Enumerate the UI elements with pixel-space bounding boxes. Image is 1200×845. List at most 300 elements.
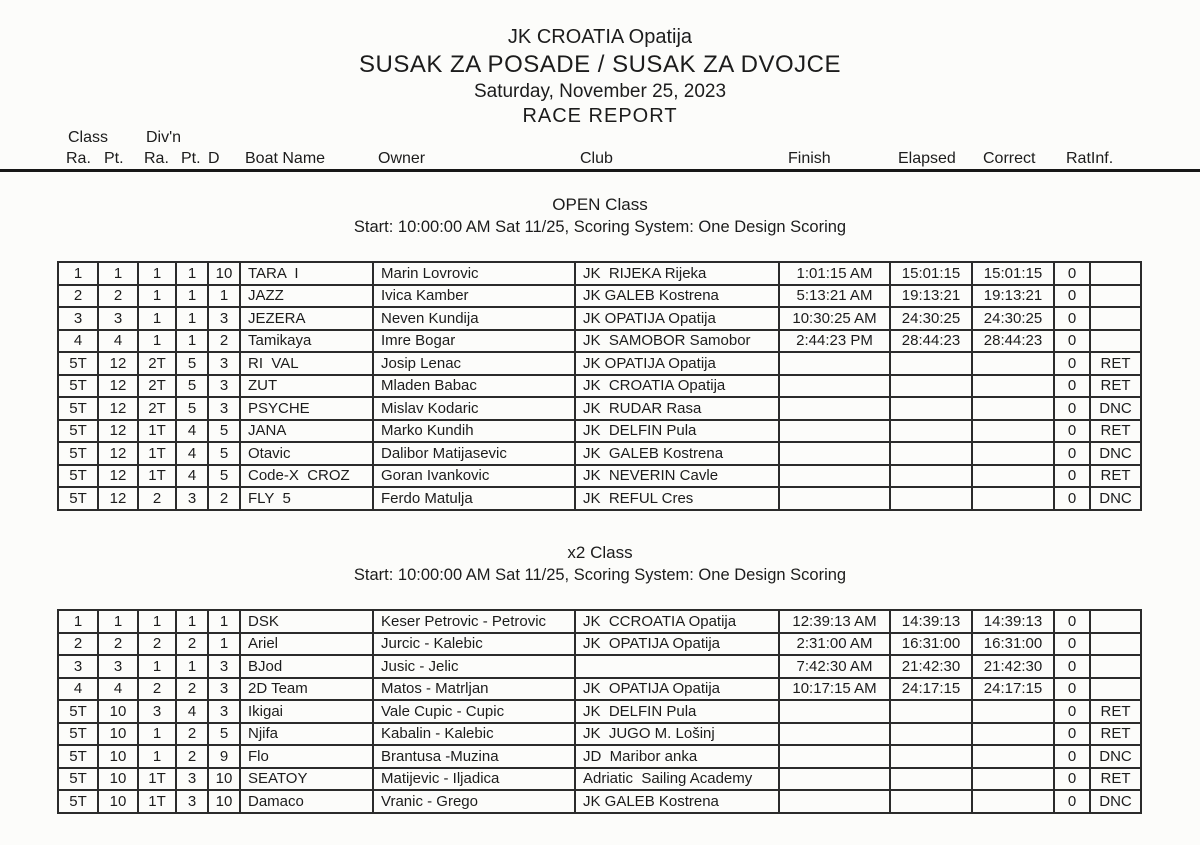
cell: 5T — [58, 723, 98, 746]
cell: JK CCROATIA Opatija — [575, 610, 779, 633]
cell: RET — [1090, 768, 1141, 791]
cell: 5:13:21 AM — [779, 285, 890, 308]
x2-class-heading — [0, 541, 1200, 587]
cell: Adriatic Sailing Academy — [575, 768, 779, 791]
cell: 3 — [138, 700, 176, 723]
cell — [972, 790, 1054, 813]
event-date: Saturday, November 25, 2023 — [473, 81, 727, 102]
table-row — [58, 655, 1141, 678]
cell: JK OPATIJA Opatija — [575, 352, 779, 375]
cell: 5T — [58, 420, 98, 443]
cell: FLY 5 — [240, 487, 373, 510]
cell — [779, 700, 890, 723]
cell — [890, 745, 972, 768]
cell — [779, 723, 890, 746]
cell: 10 — [98, 723, 138, 746]
table-row — [58, 633, 1141, 656]
cell — [890, 397, 972, 420]
cell: 1 — [138, 330, 176, 353]
cell: Njifa — [240, 723, 373, 746]
cell — [890, 487, 972, 510]
cell: 3 — [208, 700, 240, 723]
cell: 2T — [138, 375, 176, 398]
cell: 3 — [58, 307, 98, 330]
col-group-divn: Div'n — [146, 129, 182, 146]
cell: 2:31:00 AM — [779, 633, 890, 656]
cell — [972, 487, 1054, 510]
class-title: OPEN Class — [552, 195, 648, 214]
cell: 3 — [208, 655, 240, 678]
cell: 5 — [176, 352, 208, 375]
cell: DNC — [1090, 790, 1141, 813]
col-elapsed: Elapsed — [898, 150, 956, 167]
cell: RET — [1090, 375, 1141, 398]
cell: 10 — [98, 700, 138, 723]
col-correct: Correct — [983, 150, 1036, 167]
table-row — [58, 442, 1141, 465]
cell: Flo — [240, 745, 373, 768]
cell: RET — [1090, 420, 1141, 443]
col-group-class: Class — [68, 129, 109, 146]
cell: 3 — [176, 487, 208, 510]
table-row — [58, 768, 1141, 791]
cell — [1090, 307, 1141, 330]
cell: SEATOY — [240, 768, 373, 791]
cell: 0 — [1054, 397, 1090, 420]
cell — [779, 397, 890, 420]
cell: 1 — [208, 285, 240, 308]
cell: JK NEVERIN Cavle — [575, 465, 779, 488]
class-title: x2 Class — [567, 543, 633, 562]
cell: 12 — [98, 352, 138, 375]
cell — [779, 790, 890, 813]
cell: 0 — [1054, 723, 1090, 746]
cell — [1090, 262, 1141, 285]
cell: 1T — [138, 420, 176, 443]
cell: JK REFUL Cres — [575, 487, 779, 510]
cell: BJod — [240, 655, 373, 678]
cell: Matos - Matrljan — [373, 678, 575, 701]
cell: 5T — [58, 768, 98, 791]
cell: 0 — [1054, 768, 1090, 791]
cell: 1 — [176, 330, 208, 353]
cell: 3 — [208, 397, 240, 420]
cell — [972, 465, 1054, 488]
cell: 1T — [138, 790, 176, 813]
cell: 3 — [208, 307, 240, 330]
cell: Marko Kundih — [373, 420, 575, 443]
cell: 28:44:23 — [890, 330, 972, 353]
cell: 5 — [208, 442, 240, 465]
cell: 16:31:00 — [972, 633, 1054, 656]
cell — [779, 375, 890, 398]
table-row — [58, 678, 1141, 701]
cell: 16:31:00 — [890, 633, 972, 656]
cell: Otavic — [240, 442, 373, 465]
cell — [779, 442, 890, 465]
cell: RET — [1090, 465, 1141, 488]
x2-class-table — [57, 609, 1142, 814]
col-boat-name: Boat Name — [245, 150, 326, 167]
cell: 10 — [98, 745, 138, 768]
cell: 1 — [98, 610, 138, 633]
cell: 2 — [176, 745, 208, 768]
cell: 24:17:15 — [890, 678, 972, 701]
cell: Keser Petrovic - Petrovic — [373, 610, 575, 633]
cell: RI VAL — [240, 352, 373, 375]
cell: RET — [1090, 700, 1141, 723]
cell — [890, 375, 972, 398]
table-row — [58, 487, 1141, 510]
cell: 10 — [98, 768, 138, 791]
cell — [1090, 678, 1141, 701]
cell: Ivica Kamber — [373, 285, 575, 308]
cell — [972, 745, 1054, 768]
cell: Josip Lenac — [373, 352, 575, 375]
cell — [890, 790, 972, 813]
cell: 1 — [176, 655, 208, 678]
cell: 1 — [138, 285, 176, 308]
cell: 12 — [98, 487, 138, 510]
cell: DNC — [1090, 487, 1141, 510]
cell: 0 — [1054, 352, 1090, 375]
cell: 4 — [176, 420, 208, 443]
open-class-table — [57, 261, 1142, 511]
cell: 2 — [138, 678, 176, 701]
cell: 0 — [1054, 610, 1090, 633]
cell: 2 — [208, 330, 240, 353]
col-class-pt: Pt. — [104, 150, 124, 167]
cell — [779, 768, 890, 791]
cell: 2 — [138, 633, 176, 656]
cell — [1090, 285, 1141, 308]
cell: 5T — [58, 442, 98, 465]
col-owner: Owner — [378, 150, 426, 167]
cell: 0 — [1054, 790, 1090, 813]
cell — [779, 352, 890, 375]
cell: 0 — [1054, 420, 1090, 443]
cell: 5T — [58, 700, 98, 723]
cell: DSK — [240, 610, 373, 633]
cell: JK GALEB Kostrena — [575, 285, 779, 308]
cell: 2 — [98, 285, 138, 308]
table-row — [58, 285, 1141, 308]
cell: JK OPATIJA Opatija — [575, 307, 779, 330]
cell: 3 — [58, 655, 98, 678]
cell: 1T — [138, 442, 176, 465]
cell: 4 — [176, 465, 208, 488]
cell: Ariel — [240, 633, 373, 656]
cell — [890, 465, 972, 488]
cell: 2 — [176, 723, 208, 746]
cell: 0 — [1054, 330, 1090, 353]
cell — [972, 700, 1054, 723]
cell — [972, 723, 1054, 746]
club-title: JK CROATIA Opatija — [507, 26, 693, 48]
report-title: RACE REPORT — [522, 105, 678, 127]
cell: 1:01:15 AM — [779, 262, 890, 285]
cell — [779, 745, 890, 768]
cell: JEZERA — [240, 307, 373, 330]
cell: 2 — [138, 487, 176, 510]
cell: 12:39:13 AM — [779, 610, 890, 633]
cell: 2T — [138, 352, 176, 375]
cell: Vranic - Grego — [373, 790, 575, 813]
table-row — [58, 700, 1141, 723]
cell: 5T — [58, 352, 98, 375]
table-row — [58, 352, 1141, 375]
cell: 4 — [176, 700, 208, 723]
cell: 0 — [1054, 745, 1090, 768]
cell: 3 — [98, 307, 138, 330]
cell: 5 — [176, 397, 208, 420]
table-row — [58, 397, 1141, 420]
cell: Imre Bogar — [373, 330, 575, 353]
table-row — [58, 262, 1141, 285]
cell: 1 — [176, 307, 208, 330]
cell — [972, 420, 1054, 443]
cell — [890, 768, 972, 791]
cell: Matijevic - Iljadica — [373, 768, 575, 791]
cell: 15:01:15 — [890, 262, 972, 285]
header-rule — [0, 169, 1200, 172]
cell: Code-X CROZ — [240, 465, 373, 488]
cell — [890, 442, 972, 465]
cell: 10 — [208, 768, 240, 791]
cell: JK OPATIJA Opatija — [575, 678, 779, 701]
cell: 5T — [58, 375, 98, 398]
cell: DNC — [1090, 442, 1141, 465]
cell: RET — [1090, 352, 1141, 375]
class-start-info: Start: 10:00:00 AM Sat 11/25, Scoring System: One Design Scoring — [353, 218, 847, 236]
cell — [890, 700, 972, 723]
cell: 1T — [138, 768, 176, 791]
cell: 0 — [1054, 442, 1090, 465]
cell: 2 — [176, 678, 208, 701]
cell: ZUT — [240, 375, 373, 398]
cell: JAZZ — [240, 285, 373, 308]
cell: JD Maribor anka — [575, 745, 779, 768]
cell: 2 — [58, 633, 98, 656]
col-class-ra: Ra. — [66, 150, 91, 167]
cell: Ikigai — [240, 700, 373, 723]
cell: 24:30:25 — [972, 307, 1054, 330]
cell: 1 — [98, 262, 138, 285]
cell: 12 — [98, 465, 138, 488]
cell: 2 — [98, 633, 138, 656]
cell: 5 — [208, 723, 240, 746]
cell — [972, 352, 1054, 375]
table-row — [58, 790, 1141, 813]
cell: 1 — [176, 285, 208, 308]
cell: 7:42:30 AM — [779, 655, 890, 678]
cell: 10 — [208, 262, 240, 285]
cell: JANA — [240, 420, 373, 443]
cell: 15:01:15 — [972, 262, 1054, 285]
cell — [779, 420, 890, 443]
cell: JK DELFIN Pula — [575, 420, 779, 443]
cell: 4 — [176, 442, 208, 465]
cell — [972, 375, 1054, 398]
cell: 10 — [208, 790, 240, 813]
cell — [972, 442, 1054, 465]
cell: 1 — [58, 610, 98, 633]
cell: 0 — [1054, 307, 1090, 330]
col-club: Club — [580, 150, 613, 167]
cell: 2T — [138, 397, 176, 420]
cell: Mladen Babac — [373, 375, 575, 398]
cell: 1 — [208, 633, 240, 656]
cell: Dalibor Matijasevic — [373, 442, 575, 465]
cell: JK JUGO M. Lošinj — [575, 723, 779, 746]
cell: DNC — [1090, 397, 1141, 420]
cell: 2:44:23 PM — [779, 330, 890, 353]
cell: 1 — [208, 610, 240, 633]
document-header — [0, 24, 1200, 129]
cell — [575, 655, 779, 678]
cell: Marin Lovrovic — [373, 262, 575, 285]
cell: 3 — [208, 375, 240, 398]
cell: 1 — [138, 723, 176, 746]
table-row — [58, 420, 1141, 443]
cell: 19:13:21 — [972, 285, 1054, 308]
cell: 1 — [138, 655, 176, 678]
cell: RET — [1090, 723, 1141, 746]
cell: 12 — [98, 375, 138, 398]
cell: Damaco — [240, 790, 373, 813]
cell: 12 — [98, 442, 138, 465]
cell: 3 — [176, 790, 208, 813]
cell: 21:42:30 — [972, 655, 1054, 678]
cell: TARA I — [240, 262, 373, 285]
cell: 5T — [58, 745, 98, 768]
cell: 0 — [1054, 262, 1090, 285]
cell: 4 — [58, 330, 98, 353]
table-row — [58, 465, 1141, 488]
cell: 2 — [176, 633, 208, 656]
cell: 2 — [208, 487, 240, 510]
cell: 9 — [208, 745, 240, 768]
cell: 3 — [98, 655, 138, 678]
cell: 21:42:30 — [890, 655, 972, 678]
cell: 19:13:21 — [890, 285, 972, 308]
col-d: D — [208, 150, 220, 167]
cell: 0 — [1054, 487, 1090, 510]
cell: JK GALEB Kostrena — [575, 790, 779, 813]
cell: 5 — [176, 375, 208, 398]
cell: 28:44:23 — [972, 330, 1054, 353]
cell: 0 — [1054, 678, 1090, 701]
cell: 0 — [1054, 285, 1090, 308]
cell: 10:30:25 AM — [779, 307, 890, 330]
cell: Brantusa -Muzina — [373, 745, 575, 768]
cell: 5T — [58, 487, 98, 510]
cell: 10:17:15 AM — [779, 678, 890, 701]
cell: 12 — [98, 397, 138, 420]
cell: Neven Kundija — [373, 307, 575, 330]
table-row — [58, 307, 1141, 330]
cell: 0 — [1054, 655, 1090, 678]
cell — [890, 723, 972, 746]
col-finish: Finish — [788, 150, 831, 167]
table-row — [58, 723, 1141, 746]
cell: 24:30:25 — [890, 307, 972, 330]
cell — [1090, 655, 1141, 678]
event-title: SUSAK ZA POSADE / SUSAK ZA DVOJCE — [359, 51, 841, 78]
cell: 3 — [176, 768, 208, 791]
cell: 4 — [58, 678, 98, 701]
cell: 1 — [176, 262, 208, 285]
cell: 4 — [98, 678, 138, 701]
cell: Jurcic - Kalebic — [373, 633, 575, 656]
cell: 5T — [58, 397, 98, 420]
cell: 14:39:13 — [972, 610, 1054, 633]
cell: JK OPATIJA Opatija — [575, 633, 779, 656]
cell: 5T — [58, 465, 98, 488]
cell: 1T — [138, 465, 176, 488]
cell: JK RUDAR Rasa — [575, 397, 779, 420]
cell — [890, 352, 972, 375]
cell: Ferdo Matulja — [373, 487, 575, 510]
cell — [779, 487, 890, 510]
cell: 0 — [1054, 700, 1090, 723]
col-ratinf: RatInf. — [1066, 150, 1114, 167]
cell — [890, 420, 972, 443]
cell: 24:17:15 — [972, 678, 1054, 701]
cell: 1 — [176, 610, 208, 633]
cell: 0 — [1054, 633, 1090, 656]
cell: 5T — [58, 790, 98, 813]
col-divn-pt: Pt. — [181, 150, 201, 167]
cell: 0 — [1054, 465, 1090, 488]
open-class-heading — [0, 193, 1200, 239]
cell: JK GALEB Kostrena — [575, 442, 779, 465]
cell: 12 — [98, 420, 138, 443]
table-row — [58, 330, 1141, 353]
cell: JK RIJEKA Rijeka — [575, 262, 779, 285]
cell: 5 — [208, 465, 240, 488]
cell: 3 — [208, 678, 240, 701]
cell: JK DELFIN Pula — [575, 700, 779, 723]
cell — [1090, 330, 1141, 353]
cell: JK SAMOBOR Samobor — [575, 330, 779, 353]
cell: Jusic - Jelic — [373, 655, 575, 678]
cell: 0 — [1054, 375, 1090, 398]
table-row — [58, 745, 1141, 768]
cell: JK CROATIA Opatija — [575, 375, 779, 398]
cell — [1090, 633, 1141, 656]
cell: 14:39:13 — [890, 610, 972, 633]
cell: 1 — [138, 610, 176, 633]
cell: Tamikaya — [240, 330, 373, 353]
cell: 5 — [208, 420, 240, 443]
cell — [972, 397, 1054, 420]
cell: 1 — [138, 262, 176, 285]
cell — [972, 768, 1054, 791]
cell: 1 — [58, 262, 98, 285]
cell: 1 — [138, 307, 176, 330]
cell: Kabalin - Kalebic — [373, 723, 575, 746]
cell: 1 — [138, 745, 176, 768]
cell: PSYCHE — [240, 397, 373, 420]
col-divn-ra: Ra. — [144, 150, 169, 167]
cell: 4 — [98, 330, 138, 353]
cell: Goran Ivankovic — [373, 465, 575, 488]
cell: 2D Team — [240, 678, 373, 701]
cell: Mislav Kodaric — [373, 397, 575, 420]
cell: 3 — [208, 352, 240, 375]
cell: 10 — [98, 790, 138, 813]
